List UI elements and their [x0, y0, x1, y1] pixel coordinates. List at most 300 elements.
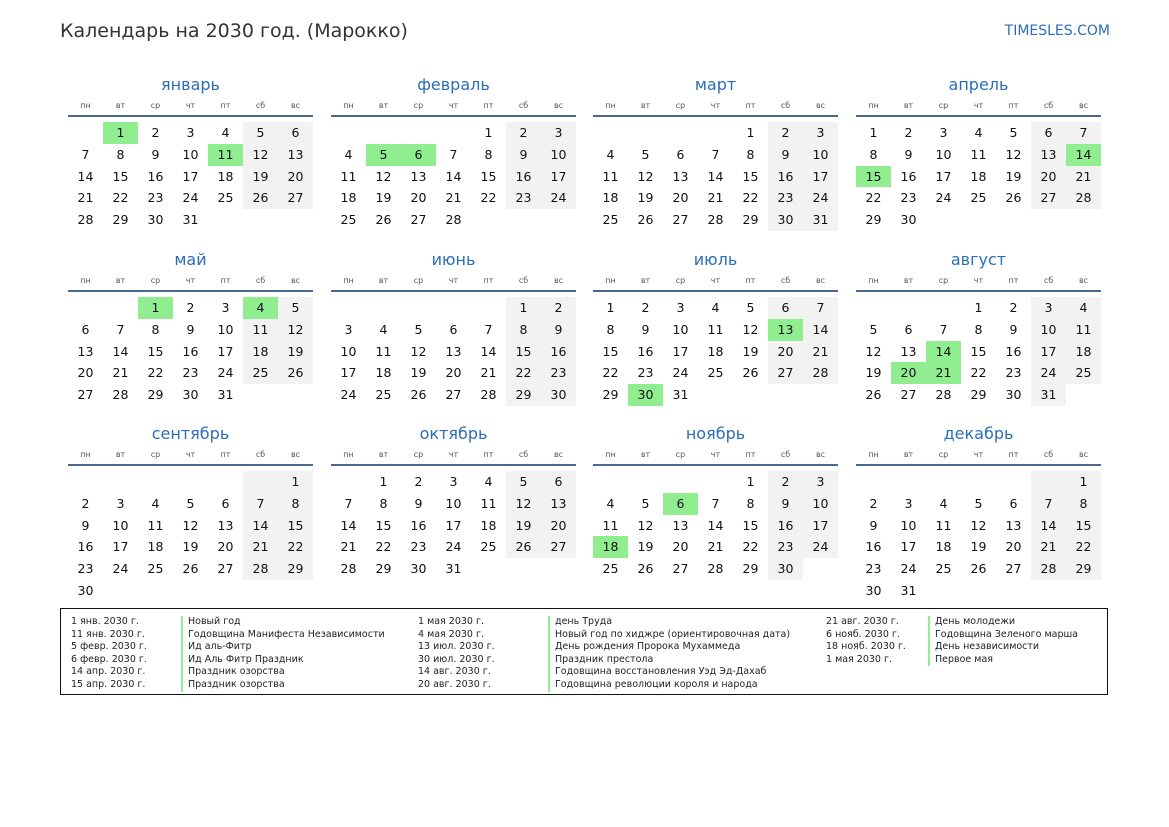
day-cell[interactable]: 10	[445, 495, 462, 511]
day-cell[interactable]: 7	[243, 493, 278, 515]
day-cell[interactable]: 8	[606, 321, 615, 337]
day-cell[interactable]: 26	[278, 362, 313, 384]
day-cell[interactable]: 31	[672, 387, 689, 403]
day-cell[interactable]: 20	[672, 539, 689, 555]
day-cell[interactable]: 31	[803, 209, 838, 231]
day-cell[interactable]: 17	[803, 515, 838, 537]
day-cell[interactable]: 14	[1031, 515, 1066, 537]
day-cell[interactable]: 6	[1009, 495, 1018, 511]
day-cell[interactable]: 19	[243, 166, 278, 188]
day-cell[interactable]: 17	[112, 539, 129, 555]
day-cell[interactable]: 6	[768, 297, 803, 319]
day-cell[interactable]: 26	[243, 187, 278, 209]
day-cell[interactable]: 24	[672, 365, 689, 381]
day-cell[interactable]: 28	[935, 387, 952, 403]
day-cell[interactable]: 4	[221, 125, 230, 140]
day-cell[interactable]: 29	[742, 212, 759, 228]
day-cell[interactable]: 29	[742, 561, 759, 577]
day-cell[interactable]: 7	[81, 146, 90, 162]
day-cell[interactable]: 11	[602, 168, 619, 184]
day-cell[interactable]: 7	[711, 495, 720, 511]
day-cell[interactable]: 10	[1031, 319, 1066, 341]
day-cell[interactable]: 7	[484, 321, 493, 337]
day-cell[interactable]: 28	[340, 561, 357, 577]
day-cell[interactable]: 10	[340, 343, 357, 359]
day-cell[interactable]: 13	[77, 343, 94, 359]
day-cell[interactable]: 27	[541, 536, 576, 558]
day-cell[interactable]: 1	[278, 471, 313, 493]
day-cell[interactable]: 23	[182, 365, 199, 381]
day-cell[interactable]: 19	[375, 190, 392, 206]
day-cell[interactable]: 18	[480, 517, 497, 533]
day-cell[interactable]: 12	[970, 517, 987, 533]
day-cell[interactable]: 7	[116, 321, 125, 337]
day-cell[interactable]: 4	[1066, 297, 1101, 319]
day-cell[interactable]: 1	[103, 122, 138, 144]
day-cell[interactable]: 16	[506, 166, 541, 188]
day-cell[interactable]: 5	[243, 122, 278, 144]
day-cell[interactable]: 30	[541, 384, 576, 406]
day-cell[interactable]: 12	[742, 321, 759, 337]
day-cell[interactable]: 14	[1066, 144, 1101, 166]
day-cell[interactable]: 11	[707, 321, 724, 337]
brand-link[interactable]: TIMESLES.COM	[1004, 23, 1110, 39]
day-cell[interactable]: 20	[541, 515, 576, 537]
day-cell[interactable]: 19	[970, 539, 987, 555]
day-cell[interactable]: 5	[869, 321, 878, 337]
day-cell[interactable]: 18	[593, 536, 628, 558]
day-cell[interactable]: 24	[445, 539, 462, 555]
day-cell[interactable]: 14	[707, 517, 724, 533]
day-cell[interactable]: 4	[606, 495, 615, 511]
day-cell[interactable]: 26	[970, 561, 987, 577]
day-cell[interactable]: 22	[375, 539, 392, 555]
day-cell[interactable]: 7	[344, 495, 353, 511]
day-cell[interactable]: 13	[541, 493, 576, 515]
day-cell[interactable]: 11	[970, 146, 987, 162]
day-cell[interactable]: 1	[746, 474, 755, 489]
day-cell[interactable]: 23	[77, 561, 94, 577]
day-cell[interactable]: 11	[935, 517, 952, 533]
day-cell[interactable]: 27	[1005, 561, 1022, 577]
day-cell[interactable]: 18	[1066, 341, 1101, 363]
day-cell[interactable]: 8	[379, 495, 388, 511]
day-cell[interactable]: 2	[904, 125, 913, 140]
day-cell[interactable]: 20	[1031, 166, 1066, 188]
day-cell[interactable]: 6	[904, 321, 913, 337]
day-cell[interactable]: 2	[151, 125, 160, 140]
day-cell[interactable]: 13	[1005, 517, 1022, 533]
day-cell[interactable]: 20	[77, 365, 94, 381]
day-cell[interactable]: 3	[344, 321, 353, 337]
day-cell[interactable]: 16	[1005, 343, 1022, 359]
day-cell[interactable]: 14	[707, 168, 724, 184]
day-cell[interactable]: 29	[1066, 558, 1101, 580]
day-cell[interactable]: 23	[865, 561, 882, 577]
day-cell[interactable]: 30	[865, 582, 882, 598]
day-cell[interactable]: 11	[375, 343, 392, 359]
day-cell[interactable]: 9	[81, 517, 90, 533]
day-cell[interactable]: 5	[506, 471, 541, 493]
day-cell[interactable]: 3	[116, 495, 125, 511]
day-cell[interactable]: 3	[803, 122, 838, 144]
day-cell[interactable]: 16	[147, 168, 164, 184]
day-cell[interactable]: 25	[970, 190, 987, 206]
day-cell[interactable]: 26	[410, 387, 427, 403]
day-cell[interactable]: 11	[1066, 319, 1101, 341]
day-cell[interactable]: 24	[182, 190, 199, 206]
day-cell[interactable]: 7	[449, 146, 458, 162]
day-cell[interactable]: 31	[182, 212, 199, 228]
day-cell[interactable]: 15	[856, 166, 891, 188]
day-cell[interactable]: 18	[707, 343, 724, 359]
day-cell[interactable]: 12	[637, 517, 654, 533]
day-cell[interactable]: 12	[243, 144, 278, 166]
day-cell[interactable]: 1	[606, 300, 615, 315]
day-cell[interactable]: 30	[1005, 387, 1022, 403]
day-cell[interactable]: 8	[506, 319, 541, 341]
day-cell[interactable]: 26	[375, 212, 392, 228]
day-cell[interactable]: 24	[340, 387, 357, 403]
day-cell[interactable]: 21	[1066, 166, 1101, 188]
day-cell[interactable]: 9	[1009, 321, 1018, 337]
day-cell[interactable]: 19	[410, 365, 427, 381]
day-cell[interactable]: 10	[672, 321, 689, 337]
day-cell[interactable]: 21	[77, 190, 94, 206]
day-cell[interactable]: 9	[506, 144, 541, 166]
day-cell[interactable]: 14	[926, 341, 961, 363]
day-cell[interactable]: 2	[186, 300, 195, 315]
day-cell[interactable]: 19	[865, 365, 882, 381]
day-cell[interactable]: 15	[970, 343, 987, 359]
day-cell[interactable]: 28	[112, 387, 129, 403]
day-cell[interactable]: 22	[865, 190, 882, 206]
day-cell[interactable]: 6	[663, 493, 698, 515]
day-cell[interactable]: 6	[676, 146, 685, 162]
day-cell[interactable]: 16	[865, 539, 882, 555]
day-cell[interactable]: 21	[926, 362, 961, 384]
day-cell[interactable]: 30	[410, 561, 427, 577]
day-cell[interactable]: 7	[711, 146, 720, 162]
day-cell[interactable]: 24	[900, 561, 917, 577]
day-cell[interactable]: 8	[746, 146, 755, 162]
day-cell[interactable]: 6	[541, 471, 576, 493]
day-cell[interactable]: 28	[77, 212, 94, 228]
day-cell[interactable]: 29	[375, 561, 392, 577]
day-cell[interactable]: 25	[340, 212, 357, 228]
day-cell[interactable]: 2	[869, 495, 878, 511]
day-cell[interactable]: 20	[1005, 539, 1022, 555]
day-cell[interactable]: 8	[484, 146, 493, 162]
day-cell[interactable]: 3	[541, 122, 576, 144]
day-cell[interactable]: 16	[541, 341, 576, 363]
day-cell[interactable]: 30	[900, 212, 917, 228]
day-cell[interactable]: 19	[1005, 168, 1022, 184]
day-cell[interactable]: 19	[637, 190, 654, 206]
day-cell[interactable]: 5	[414, 321, 423, 337]
day-cell[interactable]: 20	[891, 362, 926, 384]
day-cell[interactable]: 21	[707, 190, 724, 206]
day-cell[interactable]: 27	[445, 387, 462, 403]
day-cell[interactable]: 22	[506, 362, 541, 384]
day-cell[interactable]: 16	[900, 168, 917, 184]
day-cell[interactable]: 27	[410, 212, 427, 228]
day-cell[interactable]: 4	[974, 125, 983, 140]
day-cell[interactable]: 25	[602, 212, 619, 228]
day-cell[interactable]: 3	[186, 125, 195, 140]
day-cell[interactable]: 3	[803, 471, 838, 493]
day-cell[interactable]: 27	[768, 362, 803, 384]
day-cell[interactable]: 22	[602, 365, 619, 381]
day-cell[interactable]: 17	[900, 539, 917, 555]
day-cell[interactable]: 14	[112, 343, 129, 359]
day-cell[interactable]: 23	[768, 536, 803, 558]
day-cell[interactable]: 30	[628, 384, 663, 406]
day-cell[interactable]: 13	[1031, 144, 1066, 166]
day-cell[interactable]: 20	[410, 190, 427, 206]
day-cell[interactable]: 25	[375, 387, 392, 403]
day-cell[interactable]: 30	[768, 558, 803, 580]
day-cell[interactable]: 7	[803, 297, 838, 319]
day-cell[interactable]: 26	[1005, 190, 1022, 206]
day-cell[interactable]: 23	[147, 190, 164, 206]
day-cell[interactable]: 22	[480, 190, 497, 206]
day-cell[interactable]: 8	[116, 146, 125, 162]
day-cell[interactable]: 22	[112, 190, 129, 206]
day-cell[interactable]: 25	[935, 561, 952, 577]
day-cell[interactable]: 12	[375, 168, 392, 184]
day-cell[interactable]: 9	[904, 146, 913, 162]
day-cell[interactable]: 1	[1066, 471, 1101, 493]
day-cell[interactable]: 26	[506, 536, 541, 558]
day-cell[interactable]: 8	[151, 321, 160, 337]
day-cell[interactable]: 1	[506, 297, 541, 319]
day-cell[interactable]: 6	[221, 495, 230, 511]
day-cell[interactable]: 13	[672, 517, 689, 533]
day-cell[interactable]: 18	[970, 168, 987, 184]
day-cell[interactable]: 4	[344, 146, 353, 162]
day-cell[interactable]: 1	[379, 474, 388, 489]
day-cell[interactable]: 25	[1066, 362, 1101, 384]
day-cell[interactable]: 2	[506, 122, 541, 144]
day-cell[interactable]: 25	[707, 365, 724, 381]
day-cell[interactable]: 2	[541, 297, 576, 319]
day-cell[interactable]: 2	[414, 474, 423, 489]
day-cell[interactable]: 6	[81, 321, 90, 337]
day-cell[interactable]: 28	[1031, 558, 1066, 580]
day-cell[interactable]: 17	[340, 365, 357, 381]
day-cell[interactable]: 6	[401, 144, 436, 166]
day-cell[interactable]: 31	[217, 387, 234, 403]
day-cell[interactable]: 5	[366, 144, 401, 166]
day-cell[interactable]: 27	[217, 561, 234, 577]
day-cell[interactable]: 11	[340, 168, 357, 184]
day-cell[interactable]: 3	[676, 300, 685, 315]
day-cell[interactable]: 15	[147, 343, 164, 359]
day-cell[interactable]: 12	[865, 343, 882, 359]
day-cell[interactable]: 12	[278, 319, 313, 341]
day-cell[interactable]: 11	[602, 517, 619, 533]
day-cell[interactable]: 16	[182, 343, 199, 359]
day-cell[interactable]: 20	[278, 166, 313, 188]
day-cell[interactable]: 11	[480, 495, 497, 511]
day-cell[interactable]: 8	[1066, 493, 1101, 515]
day-cell[interactable]: 11	[147, 517, 164, 533]
day-cell[interactable]: 5	[186, 495, 195, 511]
day-cell[interactable]: 28	[480, 387, 497, 403]
day-cell[interactable]: 7	[1066, 122, 1101, 144]
day-cell[interactable]: 17	[541, 166, 576, 188]
day-cell[interactable]: 24	[803, 536, 838, 558]
day-cell[interactable]: 23	[541, 362, 576, 384]
day-cell[interactable]: 29	[112, 212, 129, 228]
day-cell[interactable]: 10	[112, 517, 129, 533]
day-cell[interactable]: 17	[182, 168, 199, 184]
day-cell[interactable]: 22	[278, 536, 313, 558]
day-cell[interactable]: 18	[217, 168, 234, 184]
day-cell[interactable]: 28	[707, 561, 724, 577]
day-cell[interactable]: 29	[970, 387, 987, 403]
day-cell[interactable]: 3	[904, 495, 913, 511]
day-cell[interactable]: 4	[379, 321, 388, 337]
day-cell[interactable]: 19	[182, 539, 199, 555]
day-cell[interactable]: 19	[637, 539, 654, 555]
day-cell[interactable]: 14	[340, 517, 357, 533]
day-cell[interactable]: 26	[637, 561, 654, 577]
day-cell[interactable]: 30	[77, 582, 94, 598]
day-cell[interactable]: 29	[278, 558, 313, 580]
day-cell[interactable]: 11	[208, 144, 243, 166]
day-cell[interactable]: 27	[1031, 187, 1066, 209]
day-cell[interactable]: 1	[974, 300, 983, 315]
day-cell[interactable]: 2	[641, 300, 650, 315]
day-cell[interactable]: 21	[112, 365, 129, 381]
day-cell[interactable]: 21	[480, 365, 497, 381]
day-cell[interactable]: 17	[217, 343, 234, 359]
day-cell[interactable]: 19	[278, 341, 313, 363]
day-cell[interactable]: 9	[768, 144, 803, 166]
day-cell[interactable]: 9	[768, 493, 803, 515]
day-cell[interactable]: 19	[506, 515, 541, 537]
day-cell[interactable]: 21	[445, 190, 462, 206]
day-cell[interactable]: 8	[746, 495, 755, 511]
day-cell[interactable]: 21	[243, 536, 278, 558]
day-cell[interactable]: 12	[506, 493, 541, 515]
day-cell[interactable]: 28	[1066, 187, 1101, 209]
day-cell[interactable]: 8	[278, 493, 313, 515]
day-cell[interactable]: 5	[278, 297, 313, 319]
day-cell[interactable]: 21	[707, 539, 724, 555]
day-cell[interactable]: 29	[865, 212, 882, 228]
day-cell[interactable]: 26	[742, 365, 759, 381]
day-cell[interactable]: 3	[449, 474, 458, 489]
day-cell[interactable]: 4	[939, 495, 948, 511]
day-cell[interactable]: 27	[77, 387, 94, 403]
day-cell[interactable]: 29	[147, 387, 164, 403]
day-cell[interactable]: 2	[1009, 300, 1018, 315]
day-cell[interactable]: 9	[151, 146, 160, 162]
day-cell[interactable]: 23	[1005, 365, 1022, 381]
day-cell[interactable]: 13	[900, 343, 917, 359]
day-cell[interactable]: 24	[1031, 362, 1066, 384]
day-cell[interactable]: 14	[77, 168, 94, 184]
day-cell[interactable]: 4	[711, 300, 720, 315]
day-cell[interactable]: 14	[803, 319, 838, 341]
day-cell[interactable]: 13	[445, 343, 462, 359]
day-cell[interactable]: 29	[602, 387, 619, 403]
day-cell[interactable]: 24	[803, 187, 838, 209]
day-cell[interactable]: 9	[414, 495, 423, 511]
day-cell[interactable]: 18	[243, 341, 278, 363]
day-cell[interactable]: 20	[768, 341, 803, 363]
day-cell[interactable]: 24	[112, 561, 129, 577]
day-cell[interactable]: 20	[445, 365, 462, 381]
day-cell[interactable]: 4	[243, 297, 278, 319]
day-cell[interactable]: 17	[803, 166, 838, 188]
day-cell[interactable]: 25	[147, 561, 164, 577]
day-cell[interactable]: 6	[1031, 122, 1066, 144]
day-cell[interactable]: 15	[1066, 515, 1101, 537]
day-cell[interactable]: 27	[672, 561, 689, 577]
day-cell[interactable]: 7	[1031, 493, 1066, 515]
day-cell[interactable]: 31	[445, 561, 462, 577]
day-cell[interactable]: 28	[707, 212, 724, 228]
day-cell[interactable]: 18	[147, 539, 164, 555]
day-cell[interactable]: 12	[1005, 146, 1022, 162]
day-cell[interactable]: 10	[541, 144, 576, 166]
day-cell[interactable]: 23	[900, 190, 917, 206]
day-cell[interactable]: 9	[186, 321, 195, 337]
day-cell[interactable]: 31	[1031, 384, 1066, 406]
day-cell[interactable]: 21	[1031, 536, 1066, 558]
day-cell[interactable]: 9	[541, 319, 576, 341]
day-cell[interactable]: 6	[278, 122, 313, 144]
day-cell[interactable]: 14	[480, 343, 497, 359]
day-cell[interactable]: 3	[221, 300, 230, 315]
day-cell[interactable]: 16	[410, 517, 427, 533]
day-cell[interactable]: 22	[742, 539, 759, 555]
day-cell[interactable]: 15	[278, 515, 313, 537]
day-cell[interactable]: 1	[484, 125, 493, 140]
day-cell[interactable]: 17	[445, 517, 462, 533]
day-cell[interactable]: 15	[742, 168, 759, 184]
day-cell[interactable]: 27	[672, 212, 689, 228]
day-cell[interactable]: 3	[1031, 297, 1066, 319]
day-cell[interactable]: 12	[182, 517, 199, 533]
day-cell[interactable]: 16	[637, 343, 654, 359]
day-cell[interactable]: 4	[484, 474, 493, 489]
day-cell[interactable]: 12	[410, 343, 427, 359]
day-cell[interactable]: 26	[182, 561, 199, 577]
day-cell[interactable]: 10	[803, 144, 838, 166]
day-cell[interactable]: 16	[768, 166, 803, 188]
day-cell[interactable]: 4	[606, 146, 615, 162]
day-cell[interactable]: 22	[147, 365, 164, 381]
day-cell[interactable]: 29	[506, 384, 541, 406]
day-cell[interactable]: 21	[340, 539, 357, 555]
day-cell[interactable]: 23	[506, 187, 541, 209]
day-cell[interactable]: 5	[746, 300, 755, 315]
day-cell[interactable]: 16	[77, 539, 94, 555]
day-cell[interactable]: 7	[939, 321, 948, 337]
day-cell[interactable]: 28	[243, 558, 278, 580]
day-cell[interactable]: 26	[865, 387, 882, 403]
day-cell[interactable]: 5	[1009, 125, 1018, 140]
day-cell[interactable]: 31	[900, 582, 917, 598]
day-cell[interactable]: 5	[974, 495, 983, 511]
day-cell[interactable]: 5	[641, 495, 650, 511]
day-cell[interactable]: 18	[935, 539, 952, 555]
